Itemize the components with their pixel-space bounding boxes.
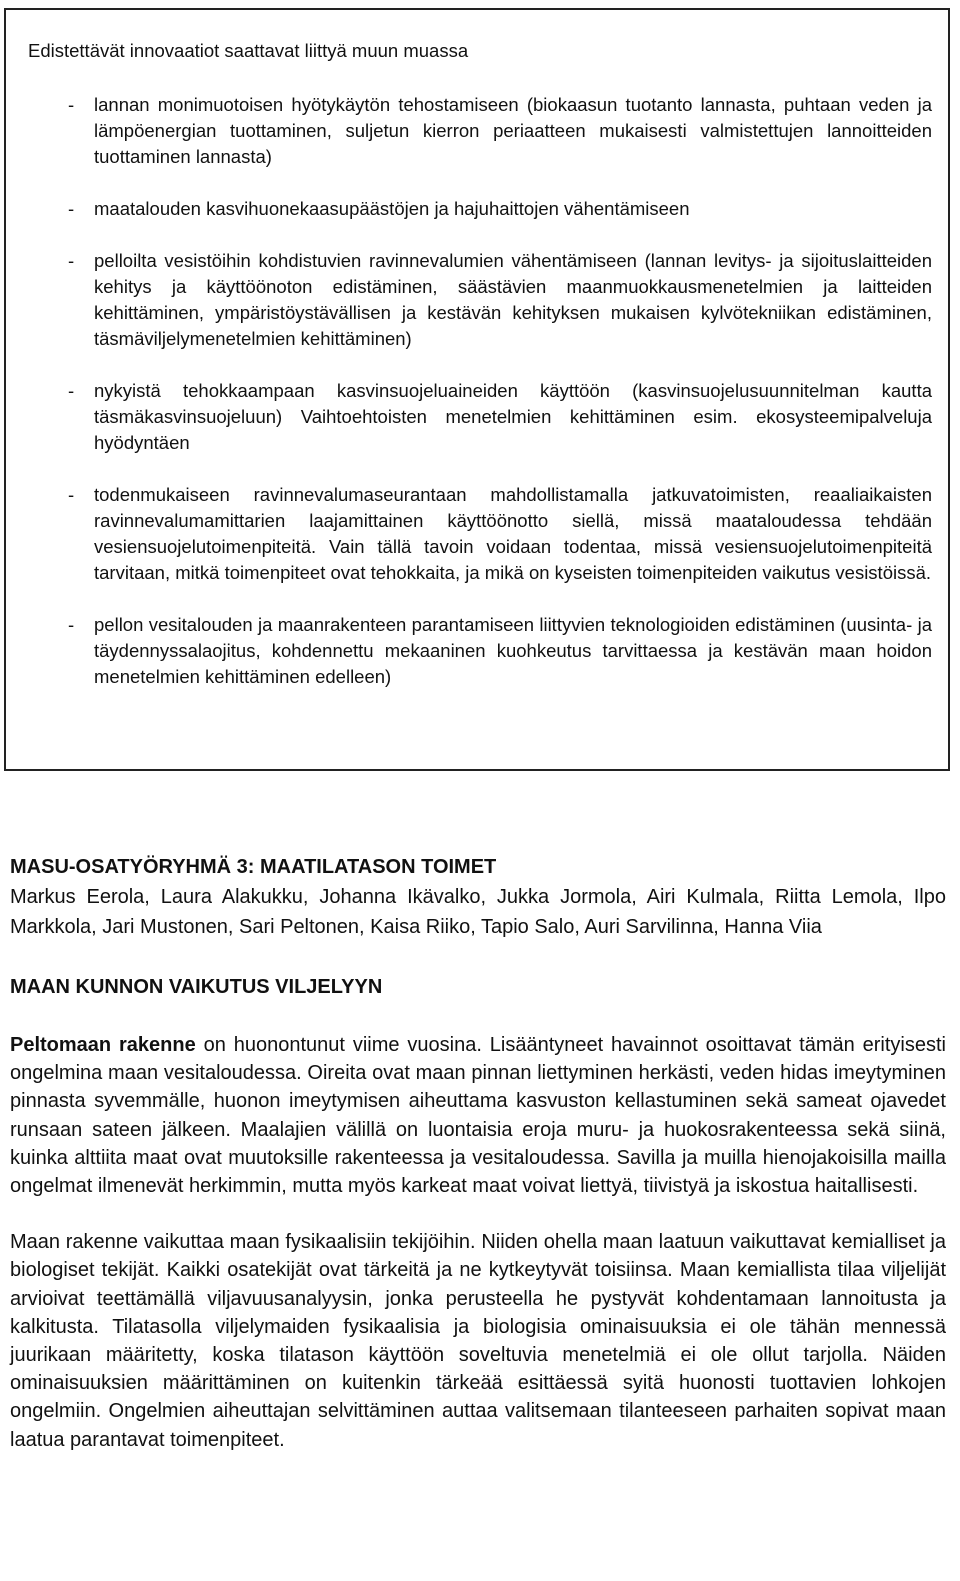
paragraph-body: on huonontunut viime vuosina. Lisääntyneet havainnot osoittavat tämän erityisesti ongelmina maan vesitaloudessa. Oireita ovat maan pinnan liettyminen herkästi, veden hidas imeytyminen pinnasta syvemmälle, huonon imeytymisen aiheuttama kasvuston kellastuminen sekä sameat ojavedet runsaan sateen jälkeen. Maalajien välillä on luontaisia eroja muru- ja huokosrakenteessa sekä siinä, kuinka alttiita maat ovat muutoksille rakenteessa ja vesitaloudessa. Savilla ja muilla hienojakoisilla mailla ongelmat ilmenevät herkimmin, mutta myös karkeat maat voivat liettyä, tiivistyä ja iskostua haitallisesti. xyxy=(10,1034,946,1198)
list-item-text: pelloilta vesistöihin kohdistuvien ravinnevalumien vähentämiseen (lannan levitys- ja sijoituslaitteiden kehitys ja käyttöönoton edistäminen, säästävien maanmuokkausmenetelmien ja laitteiden kehittäminen, ympäristöystävällisen ja kestävän kehityksen mukaisen kylvötekniikan edistäminen, täsmäviljelymenetelmien kehittäminen) xyxy=(94,250,932,349)
subsection-title: MAAN KUNNON VAIKUTUS VILJELYYN xyxy=(10,976,383,998)
list-dash: - xyxy=(68,484,75,505)
list-item-text: todenmukaiseen ravinnevalumaseurantaan mahdollistamalla jatkuvatoimisten, reaaliaikaisten ravinnevalumamittarien laajamittainen käyttöönotto siellä, missä maataloudessa tehdään vesiensuojelutoimenpiteitä. Vain tällä tavoin voidaan todentaa, missä vesiensuojelutoimenpiteitä tarvitaan, mitkä toimenpiteet ovat tehokkaita, ja mikä on kyseisten toimenpiteiden vaikutus vesistöissä. xyxy=(94,484,932,583)
list-item-text: nykyistä tehokkaampaan kasvinsuojeluaineiden käyttöön (kasvinsuojelusuunnitelman kautta täsmäkasvinsuojeluun) Vaihtoehtoisten menetelmien kehittäminen esim. ekosysteemipalveluja hyödyntäen xyxy=(94,380,932,453)
innovation-box xyxy=(4,8,950,771)
list-dash: - xyxy=(68,380,75,401)
list-dash: - xyxy=(68,250,75,271)
innovation-list xyxy=(6,92,948,716)
list-item-text: pellon vesitalouden ja maanrakenteen parantamiseen liittyvien teknologioiden edistäminen (uusinta- ja täydennyssalaojitus, kohdennettu mekaaninen kuohkeutus tarvittaessa ja kestävän maan hoidon menetelmien kehittäminen edelleen) xyxy=(94,614,932,687)
box-intro: Edistettävät innovaatiot saattavat liittyä muun muassa xyxy=(28,40,469,61)
paragraph-lead-term: Peltomaan rakenne xyxy=(10,1034,196,1056)
list-item xyxy=(6,378,948,456)
list-item xyxy=(6,92,948,170)
list-item xyxy=(6,248,948,352)
list-item xyxy=(6,196,948,222)
list-item-text: lannan monimuotoisen hyötykäytön tehostamiseen (biokaasun tuotanto lannasta, puhtaan veden ja lämpöenergian tuottaminen, suljetun kierron periaatteen mukaisesti valmistettujen lannoitteiden tuottaminen lannasta) xyxy=(94,94,932,167)
list-dash: - xyxy=(68,198,75,219)
working-group-section xyxy=(10,852,946,1454)
list-dash: - xyxy=(68,614,75,635)
author-list: Markus Eerola, Laura Alakukku, Johanna Ikävalko, Jukka Jormola, Airi Kulmala, Riitta Lemola, Ilpo Markkola, Jari Mustonen, Sari Peltonen, Kaisa Riiko, Tapio Salo, Auri Sarvilinna, Hanna Viia xyxy=(10,886,946,938)
paragraph-soil-factors: Maan rakenne vaikuttaa maan fysikaalisiin tekijöihin. Niiden ohella maan laatuun vaikuttavat kemialliset ja biologiset tekijät. Kaikki osatekijät ovat tärkeitä ja ne kytkeytyvät toisiinsa. Maan kemiallista tilaa viljelijät arvioivat teettämällä viljavuusanalyysin, jonka perusteella he pystyvät kohdentamaan lannoitusta ja kalkitusta. Tilatasolla viljelymaiden fysikaalisia ja biologisia ominaisuuksia ei ole tähän mennessä juurikaan määritetty, koska tilatason käyttöön soveltuvia menetelmiä ei ole ollut tarjolla. Näiden ominaisuuksien määrittäminen on kuitenkin tärkeää esittäessä syitä huonosti tuottavien lohkojen ongelmiin. Ongelmien aiheuttajan selvittäminen auttaa valitsemaan tilanteeseen parhaiten sopivat maan laatua parantavat toimenpiteet. xyxy=(10,1231,946,1451)
paragraph-soil-structure xyxy=(10,1031,946,1200)
section-title: MASU-OSATYÖRYHMÄ 3: MAATILATASON TOIMET xyxy=(10,856,497,878)
list-dash: - xyxy=(68,94,75,115)
list-item xyxy=(6,612,948,690)
list-item-text: maatalouden kasvihuonekaasupäästöjen ja hajuhaittojen vähentämiseen xyxy=(94,198,690,219)
list-item xyxy=(6,482,948,586)
